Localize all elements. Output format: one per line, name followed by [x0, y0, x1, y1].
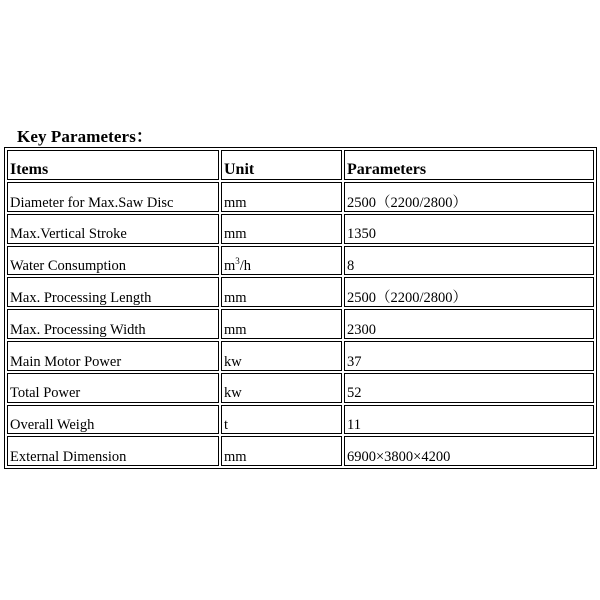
value-cell: 1350 [344, 214, 594, 244]
value-cell: 6900×3800×4200 [344, 436, 594, 466]
value-cell: 37 [344, 341, 594, 371]
unit-cell: mm [221, 182, 342, 212]
unit-cell: mm [221, 436, 342, 466]
unit-cell: mm [221, 277, 342, 307]
unit-suffix: /h [239, 258, 252, 275]
value-cell: 2500（2200/2800） [344, 182, 594, 212]
item-cell: Overall Weigh [7, 405, 219, 435]
unit-base: m [224, 258, 236, 275]
table-row [7, 246, 594, 276]
column-header-items: Items [7, 150, 219, 180]
item-cell: Total Power [7, 373, 219, 403]
unit-cell: t [221, 405, 342, 435]
column-header-parameters: Parameters [344, 150, 594, 180]
header-row [7, 150, 594, 180]
table-row [7, 277, 594, 307]
value-cell: 11 [344, 405, 594, 435]
table-row [7, 341, 594, 371]
item-cell: Water Consumption [7, 246, 219, 276]
column-header-unit: Unit [221, 150, 342, 180]
table-row [7, 309, 594, 339]
unit-cell: kw [221, 341, 342, 371]
value-cell: 2300 [344, 309, 594, 339]
unit-superscript: 3 [235, 256, 240, 267]
value-cell: 52 [344, 373, 594, 403]
item-cell: External Dimension [7, 436, 219, 466]
table-row [7, 214, 594, 244]
item-cell: Max. Processing Length [7, 277, 219, 307]
item-cell: Max.Vertical Stroke [7, 214, 219, 244]
item-cell: Main Motor Power [7, 341, 219, 371]
item-cell: Diameter for Max.Saw Disc [7, 182, 219, 212]
value-cell: 2500（2200/2800） [344, 277, 594, 307]
unit-cell: mm [221, 309, 342, 339]
table-row [7, 373, 594, 403]
unit-cell: mm [221, 214, 342, 244]
key-parameters-table [4, 147, 597, 469]
table-row [7, 405, 594, 435]
item-cell: Max. Processing Width [7, 309, 219, 339]
table-row [7, 182, 594, 212]
unit-cell: kw [221, 373, 342, 403]
unit-cell [221, 246, 342, 276]
value-cell: 8 [344, 246, 594, 276]
section-heading: Key Parameters： [17, 127, 154, 146]
table-row [7, 436, 594, 466]
